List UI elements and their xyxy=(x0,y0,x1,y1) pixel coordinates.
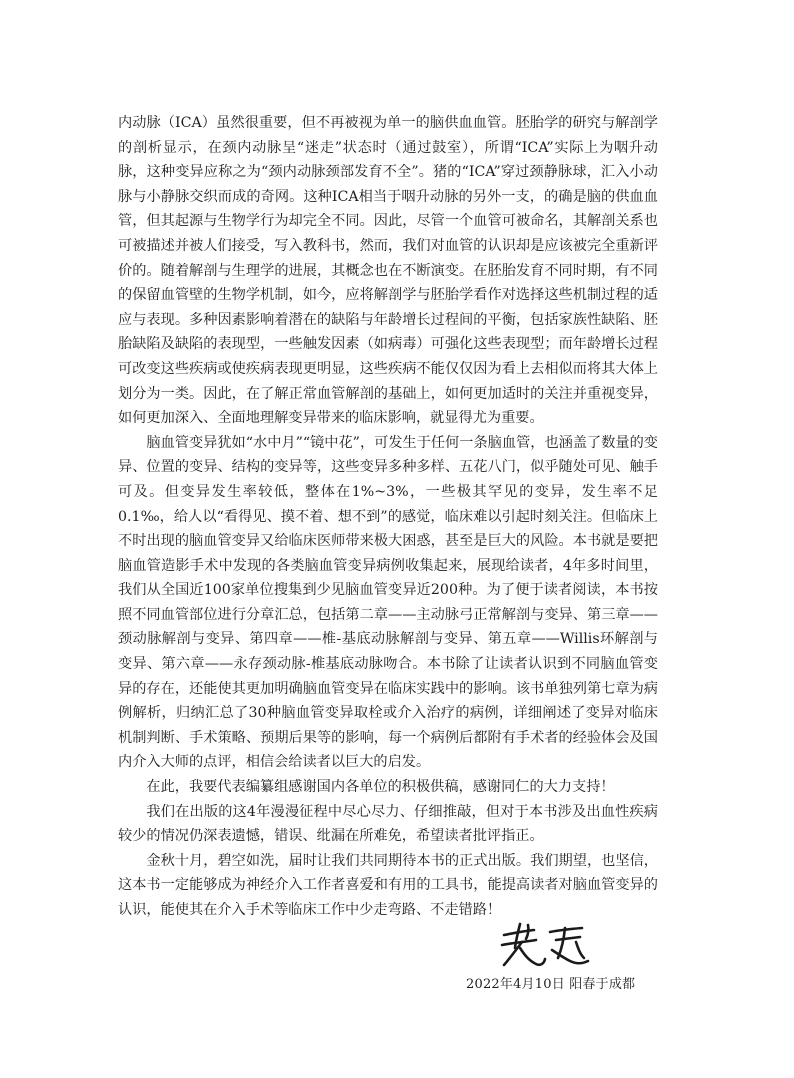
paragraph-2: 脑血管变异犹如“水中月”“镜中花”，可发生于任何一条脑血管，也涵盖了数量的变异、位置的变异、结构的变异等，这些变异多种多样、五花八门，似乎随处可见、触手可及。但变异发生率较低，整体在1%~3%，一些极其罕见的变异，发生率不足0.1‰，给人以“看得见、摸不着、想不到”的感觉，临床难以引起时刻关注。但临床上不时出现的脑血管变异又给临床医师带来极大困惑，甚至是巨大的风险。本书就是要把脑血管造影手术中发现的各类脑血管变异病例收集起来，展现给读者，4年多时间里，我们从全国近100家单位搜集到少见脑血管变异近200种。为了便于读者阅读，本书按照不同血管部位进行分章汇总，包括第二章——主动脉弓正常解剖与变异、第三章——颈动脉解剖与变异、第四章——椎-基底动脉解剖与变异、第五章——Willis环解剖与变异、第六章——永存颈动脉-椎基底动脉吻合。本书除了让读者认识到不同脑血管变异的存在，还能使其更加明确脑血管变异在临床实践中的影响。该书单独列第七章为病例解析，归纳汇总了30种脑血管变异取栓或介入治疗的病例，详细阐述了变异对临床机制判断、手术策略、预期后果等的影响，每一个病例后都附有手术者的经验体会及国内介入大师的点评，相信会给读者以巨大的启发。 xyxy=(118,434,658,771)
paragraph-1: 内动脉（ICA）虽然很重要，但不再被视为单一的脑供血血管。胚胎学的研究与解剖学的剖析显示，在颈内动脉呈“迷走”状态时（通过鼓室），所谓“ICA”实际上为咽升动脉，这种变异应称之为“颈内动脉颈部发育不全”。猪的“ICA”穿过颈静脉球，汇入小动脉与小静脉交织而成的奇网。这种ICA相当于咽升动脉的另外一支，的确是脑的供血血管，但其起源与生物学行为却完全不同。因此，尽管一个血管可被命名，其解剖关系也可被描述并被人们接受，写入教科书，然而，我们对血管的认识却是应该被完全重新评价的。随着解剖与生理学的进展，其概念也在不断演变。在胚胎发育不同时期，有不同的保留血管壁的生物学机制，如今，应将解剖学与胚胎学看作对选择这些机制过程的适应与表现。多种因素影响着潜在的缺陷与年龄增长过程间的平衡，包括家族性缺陷、胚胎缺陷及缺陷的表现型，一些触发因素（如病毒）可强化这些表现型；而年龄增长过程可改变这些疾病或使疾病表现更明显，这些疾病不能仅仅因为看上去相似而将其大体上划分为一类。因此，在了解正常血管解剖的基础上，如何更加适时的关注并重视变异，如何更加深入、全面地理解变异带来的临床影响，就显得尤为重要。 xyxy=(118,115,658,427)
paragraph-5: 金秋十月，碧空如洗，届时让我们共同期待本书的正式出版。我们期望，也坚信，这本书一定能够成为神经介入工作者喜爱和有用的工具书，能提高读者对脑血管变异的认识，能使其在介入手术等临床工作中少走弯路、不走错路！ xyxy=(118,852,658,918)
paragraph-4: 我们在出版的这4年漫漫征程中尽心尽力、仔细推敲，但对于本书涉及出血性疾病较少的情况仍深表遗憾，错误、纰漏在所难免，希望读者批评指正。 xyxy=(118,803,658,845)
date-signature-line: 2022年4月10日 阳春于成都 xyxy=(466,977,636,992)
paragraph-3: 在此，我要代表编纂组感谢国内各单位的积极供稿，感谢同仁的大力支持！ xyxy=(146,779,615,796)
body-text xyxy=(118,111,658,923)
handwritten-signature xyxy=(498,918,594,970)
